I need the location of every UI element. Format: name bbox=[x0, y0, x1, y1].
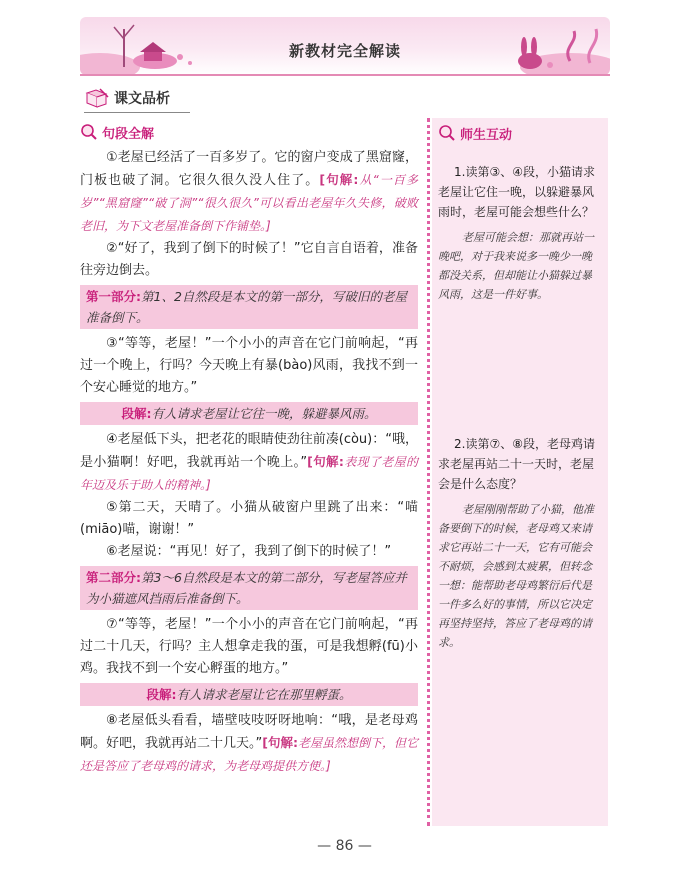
part-two-text: 第3～6自然段是本文的第二部分，写老屋答应并为小猫遮风挡雨后准备倒下。 bbox=[86, 570, 407, 606]
part-one-box bbox=[80, 285, 418, 329]
header-title: 新教材完全解读 bbox=[288, 42, 401, 60]
magnifier-icon bbox=[80, 123, 98, 141]
paragraph-2: ②“好了，我到了倒下的时候了！”它自言自语着，准备往旁边倒去。 bbox=[80, 241, 418, 278]
magnifier-icon bbox=[438, 124, 456, 142]
answer-1: 老屋可能会想：那就再站一晚吧，对于我来说多一晚少一晚都没关系，但却能让小猫躲过暴风雨，这是一件好事。 bbox=[438, 231, 594, 301]
page-number: — 86 — bbox=[317, 838, 372, 854]
paragraph-8-note: 老屋虽然想倒下，但它还是答应了老母鸡的请求，为老母鸡提供方便。] bbox=[80, 736, 418, 773]
paragraph-8 bbox=[80, 710, 418, 778]
paragraph-4-note: 表现了老屋的年迈及乐于助人的精神。] bbox=[80, 455, 418, 492]
header-divider bbox=[80, 74, 610, 76]
paragraph-7: ⑦“等等，老屋！”一个小小的声音在它门前响起，“再过二十几天，行吗？主人想拿走我的蛋，可是我想孵(fū)小鸡。我找不到一个安心孵蛋的地方。” bbox=[80, 617, 418, 676]
segment-note-text-1: 有人请求老屋让它往一晚，躲避暴风雨。 bbox=[151, 406, 377, 421]
segment-note-text-2: 有人请求老屋让它在那里孵蛋。 bbox=[176, 687, 352, 702]
part-two-label: 第二部分: bbox=[86, 570, 141, 585]
segment-note-label-2: 段解: bbox=[146, 687, 177, 702]
left-heading-text: 句段全解 bbox=[102, 126, 155, 142]
paragraph-4-text: ④老屋低下头，把老花的眼睛使劲往前凑(còu)：“哦，是小猫啊！好吧，我就再站一个晚上。” bbox=[80, 432, 418, 470]
answer-2: 老屋刚刚帮助了小猫，他准备要倒下的时候，老母鸡又来请求它再站二十一天，它有可能会不耐烦，会感到太疲累，但转念一想：能帮助老母鸡繁衍后代是一件多么好的事情，所以它决定再坚持坚持，答应了老母鸡的请求。 bbox=[438, 503, 594, 649]
part-two-box bbox=[80, 566, 418, 610]
right-column bbox=[432, 118, 608, 826]
paragraph-8-note-label: [句解: bbox=[262, 735, 298, 750]
paragraph-1-text: ①老屋已经活了一百多岁了。它的窗户变成了黑窟窿，门板也破了洞。它很久很久没人住了。 bbox=[80, 150, 418, 188]
part-one-label: 第一部分: bbox=[86, 289, 141, 304]
left-heading bbox=[80, 121, 418, 143]
section-title-underline bbox=[84, 112, 190, 113]
paragraph-1 bbox=[80, 147, 418, 238]
left-column bbox=[80, 121, 418, 778]
paragraph-6: ⑥老屋说：“再见！好了，我到了倒下的时候了！” bbox=[106, 544, 392, 559]
book-pen-icon bbox=[84, 87, 110, 109]
section-title bbox=[84, 86, 170, 110]
paragraph-8-text: ⑧老屋低头看看，墙壁吱吱呀呀地响：“哦，是老母鸡啊。好吧，我就再站二十几天。” bbox=[80, 713, 418, 751]
segment-note-box-1 bbox=[80, 402, 418, 425]
right-heading-text: 师生互动 bbox=[460, 127, 513, 143]
right-heading bbox=[438, 122, 608, 144]
part-one-text: 第1、2自然段是本文的第一部分，写破旧的老屋准备倒下。 bbox=[86, 289, 407, 325]
header-banner bbox=[80, 17, 610, 75]
paragraph-4 bbox=[80, 429, 418, 497]
question-1: 1.读第③、④段，小猫请求老屋让它住一晚，以躲避暴风雨时，老屋可能会想些什么？ bbox=[438, 165, 595, 219]
right-column-dotted-border bbox=[427, 118, 430, 826]
paragraph-1-note-label: [句解: bbox=[319, 172, 359, 187]
paragraph-4-note-label: [句解: bbox=[307, 454, 344, 469]
question-2: 2.读第⑦、⑧段，老母鸡请求老屋再站二十一天时，老屋会是什么态度？ bbox=[438, 437, 595, 491]
section-title-text: 课文品析 bbox=[114, 91, 170, 107]
paragraph-1-note: 从“一百多岁”“黑窟窿”“破了洞”“很久很久”可以看出老屋年久失修，破败老旧，为下文老屋准备倒下作铺垫。] bbox=[80, 173, 419, 233]
segment-note-label-1: 段解: bbox=[121, 406, 152, 421]
paragraph-3: ③“等等，老屋！”一个小小的声音在它门前响起，“再过一个晚上，行吗？今天晚上有暴(bào)风雨，我找不到一个安心睡觉的地方。” bbox=[80, 336, 418, 395]
paragraph-5: ⑤第二天，天晴了。小猫从破窗户里跳了出来：“喵(miāo)喵，谢谢！” bbox=[80, 500, 418, 537]
segment-note-box-2 bbox=[80, 683, 418, 706]
